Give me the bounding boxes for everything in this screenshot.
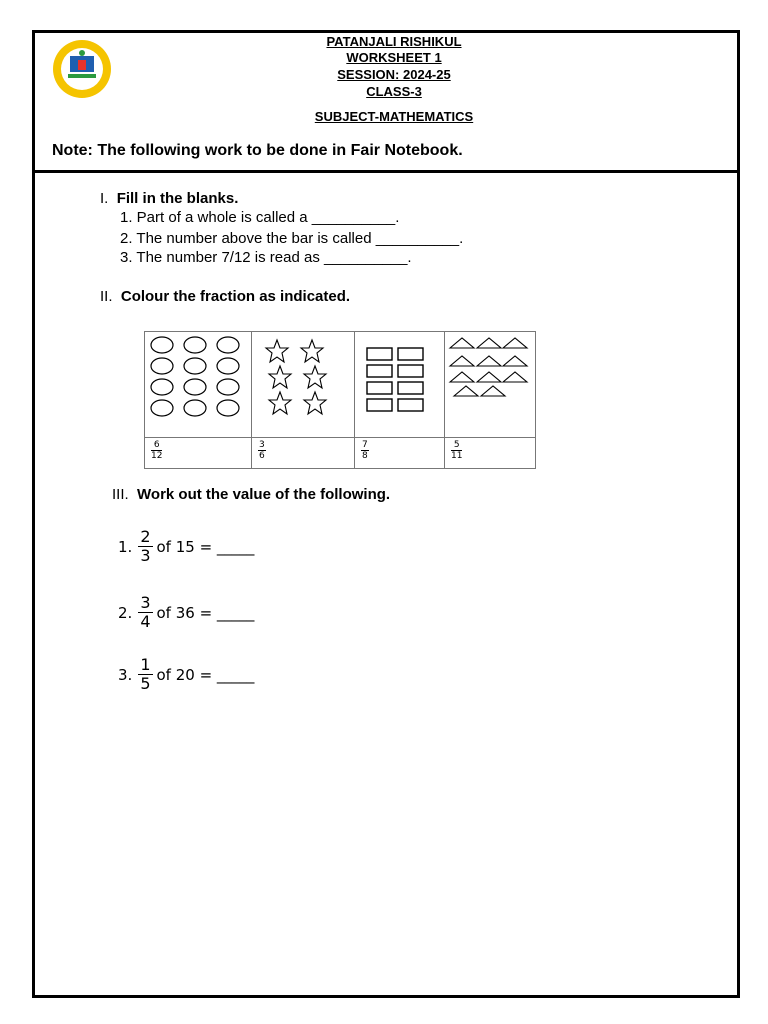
fraction-table bbox=[144, 331, 536, 469]
page-border bbox=[32, 30, 740, 998]
rectangles-cell bbox=[355, 332, 445, 438]
fraction: 3 4 bbox=[140, 593, 151, 631]
fraction-label: $\frac{3}{6}$ bbox=[252, 438, 355, 469]
fill-blank-item: 3. The number 7/12 is read as __________. bbox=[120, 249, 412, 266]
star-shapes bbox=[252, 332, 354, 432]
subject-label: SUBJECT-MATHEMATICS bbox=[314, 109, 474, 124]
section-2-heading: II. Colour the fraction as indicated. bbox=[100, 288, 351, 305]
fraction-label: $\frac{6}{12}$ bbox=[145, 438, 252, 469]
fraction-label: $\frac{7}{8}$ bbox=[355, 438, 445, 469]
fill-blank-item: 1. Part of a whole is called a __________. bbox=[120, 209, 400, 226]
section-1-heading: I. Fill in the blanks. bbox=[100, 190, 239, 207]
section-3-heading: III. Work out the value of the following. bbox=[112, 486, 391, 503]
triangles-cell bbox=[445, 332, 536, 438]
fraction-label: $\frac{5}{11}$ bbox=[445, 438, 536, 469]
question-item: 1. 2 3 of 15 = _____ bbox=[118, 527, 255, 565]
fraction: 1 5 bbox=[140, 655, 151, 693]
note-text: Note: The following work to be done in Fair Notebook. bbox=[52, 142, 463, 159]
question-item: 2. 3 4 of 36 = _____ bbox=[118, 593, 255, 631]
circle-shapes bbox=[145, 332, 251, 432]
worksheet-title: WORKSHEET 1 bbox=[346, 50, 442, 65]
class-label: CLASS-3 bbox=[366, 84, 422, 99]
rectangle-shapes bbox=[355, 332, 444, 432]
school-logo bbox=[48, 38, 116, 100]
question-item: 3. 1 5 of 20 = _____ bbox=[118, 655, 255, 693]
school-name: PATANJALI RISHIKUL bbox=[326, 34, 462, 49]
header-divider bbox=[32, 170, 740, 173]
fill-blank-item: 2. The number above the bar is called __________. bbox=[120, 230, 464, 247]
session-label: SESSION: 2024-25 bbox=[337, 67, 451, 82]
stars-cell bbox=[252, 332, 355, 438]
circles-cell bbox=[145, 332, 252, 438]
triangle-shapes bbox=[445, 332, 535, 432]
fraction: 2 3 bbox=[140, 527, 151, 565]
